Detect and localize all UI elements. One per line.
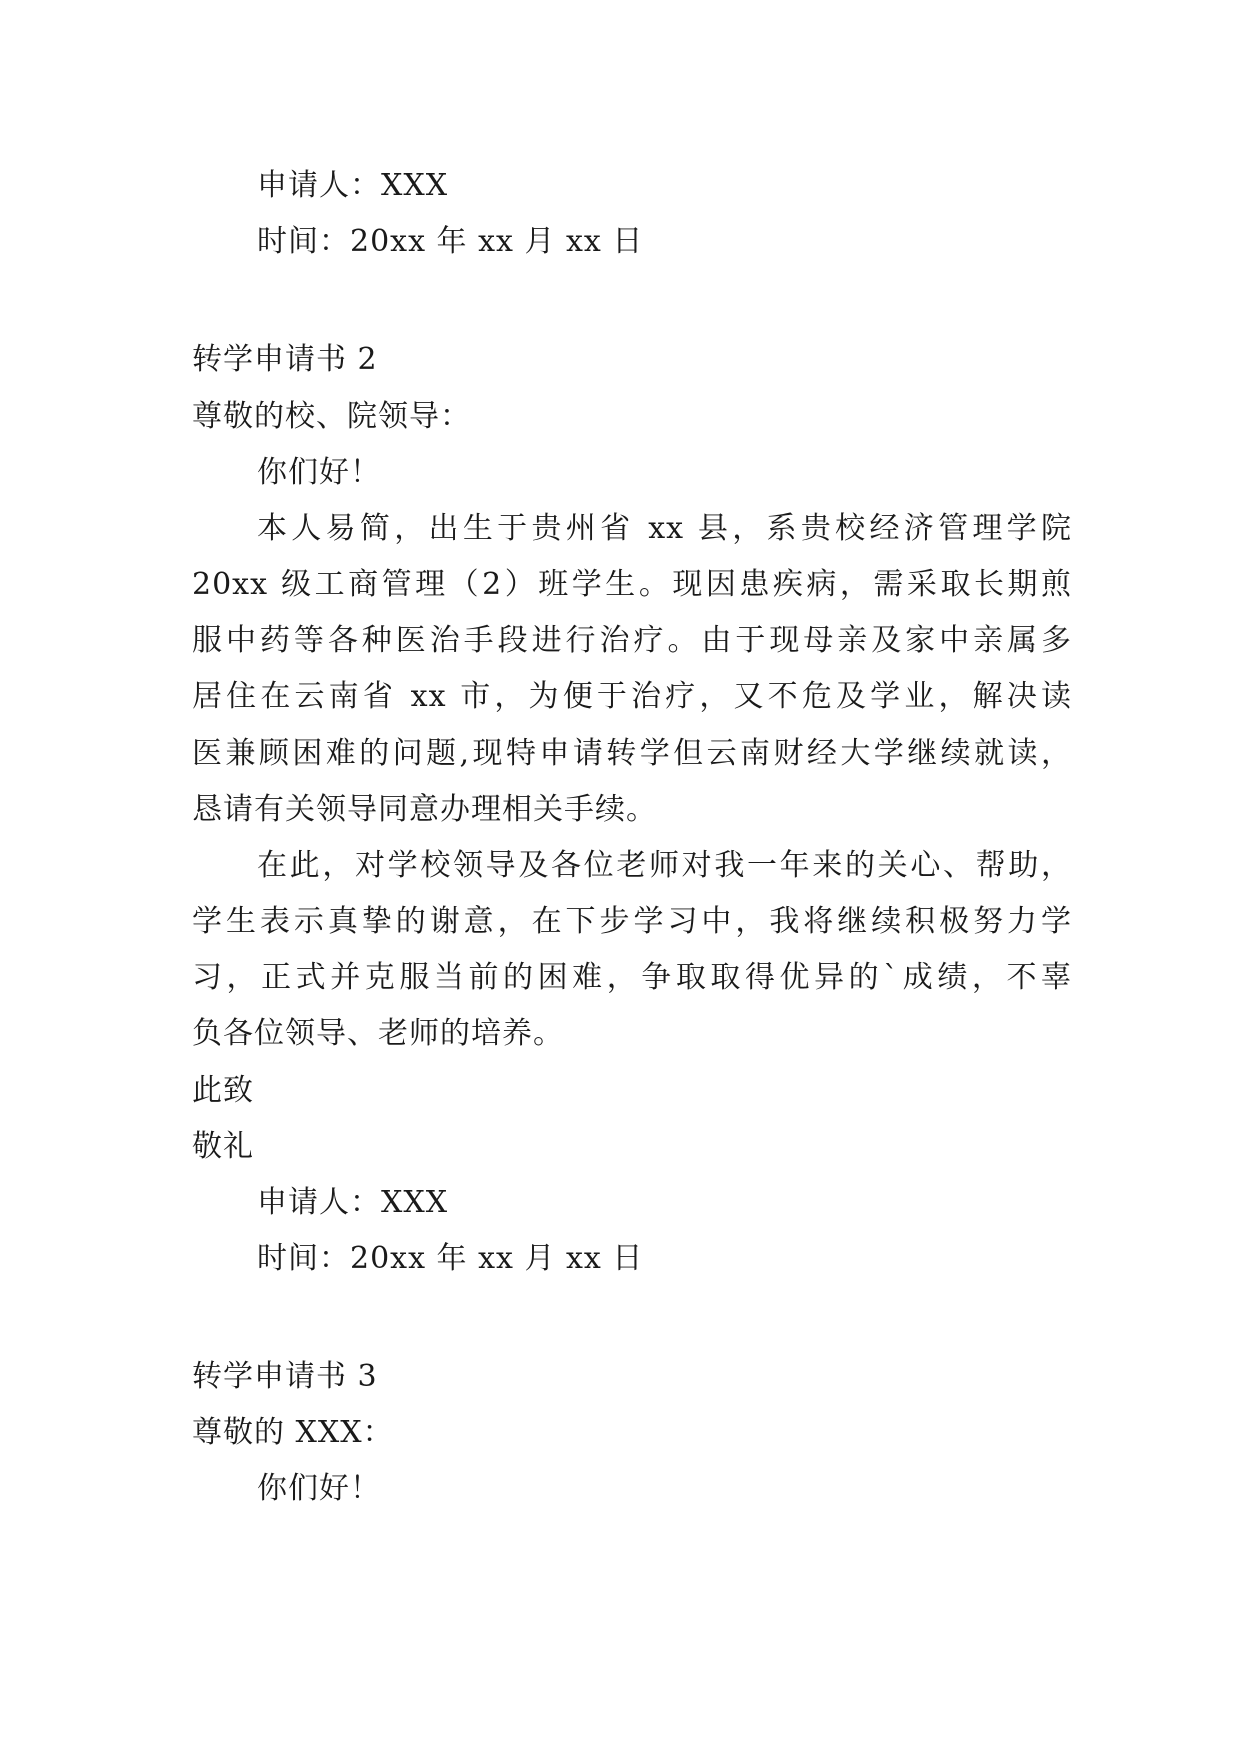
date-line: 时间：20xx 年 xx 月 xx 日 [257, 1241, 644, 1276]
salutation: 尊敬的 XXX： [192, 1415, 394, 1450]
paragraph-line: 本人易简，出生于贵州省 xx 县，系贵校经济管理学院 [257, 511, 1072, 546]
paragraph-line: 20xx 级工商管理（2）班学生。现因患疾病，需采取长期煎 [192, 567, 1072, 602]
paragraph-line: 习，正式并克服当前的困难，争取取得优异的`成绩，不辜 [192, 960, 1072, 995]
paragraph-line: 服中药等各种医治手段进行治疗。由于现母亲及家中亲属多 [192, 623, 1072, 658]
paragraph-line: 负各位领导、老师的培养。 [192, 1016, 564, 1051]
closing-text: 敬礼 [192, 1129, 254, 1164]
closing-text: 此致 [192, 1073, 254, 1108]
paragraph-line: 医兼顾困难的问题,现特申请转学但云南财经大学继续就读， [192, 736, 1072, 771]
section-title: 转学申请书 2 [192, 342, 378, 377]
date-line: 时间：20xx 年 xx 月 xx 日 [257, 224, 644, 259]
paragraph-line: 在此，对学校领导及各位老师对我一年来的关心、帮助， [257, 848, 1072, 883]
salutation: 尊敬的校、院领导： [192, 399, 471, 434]
paragraph-line: 学生表示真挚的谢意，在下步学习中，我将继续积极努力学 [192, 904, 1072, 939]
greeting: 你们好！ [257, 1471, 381, 1506]
greeting: 你们好！ [257, 455, 381, 490]
applicant-line: 申请人：XXX [257, 1185, 449, 1220]
paragraph-line: 居住在云南省 xx 市，为便于治疗，又不危及学业，解决读 [192, 679, 1072, 714]
paragraph-line: 恳请有关领导同意办理相关手续。 [192, 792, 657, 827]
applicant-line: 申请人：XXX [257, 168, 449, 203]
section-title: 转学申请书 3 [192, 1359, 378, 1394]
